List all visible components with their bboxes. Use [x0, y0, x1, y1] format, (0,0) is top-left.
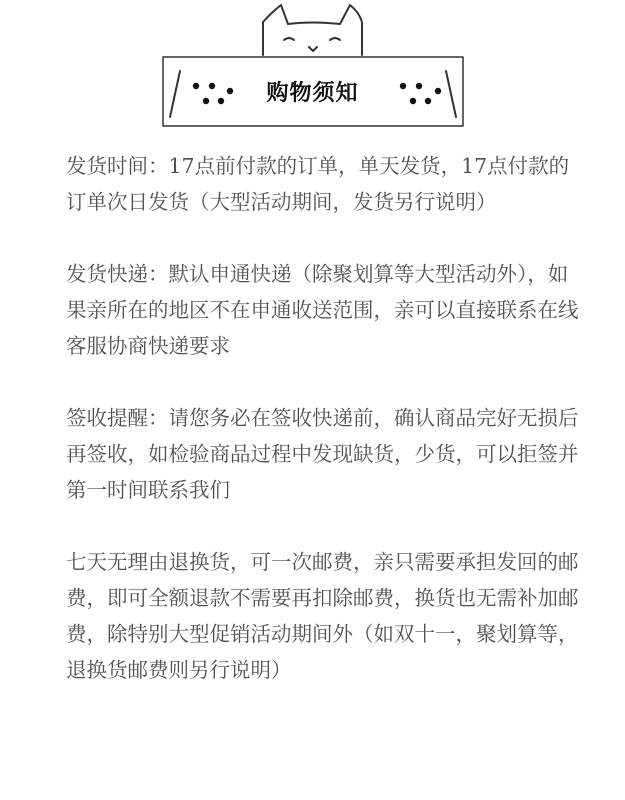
cat-ears-banner-icon	[0, 0, 625, 135]
notice-shipping-time: 发货时间：17点前付款的订单，单天发货，17点付款的订单次日发货（大型活动期间，发货另行说明）	[66, 154, 570, 214]
notice-list	[66, 148, 586, 724]
header-banner	[0, 0, 625, 135]
notice-signing: 签收提醒：请您务必在签收快递前，确认商品完好无损后再签收，如检验商品过程中发现缺货，少货，可以拒签并第一时间联系我们	[66, 406, 579, 502]
notice-return-policy: 七天无理由退换货，可一次邮费，亲只需要承担发回的邮费，即可全额退款不需要再扣除邮费，换货也无需补加邮费，除特别大型促销活动期间外（如双十一，聚划算等，退换货邮费则另行说明）	[66, 550, 579, 682]
page-title: 购物须知	[266, 81, 359, 106]
notice-courier: 发货快递：默认申通快递（除聚划算等大型活动外），如果亲所在的地区不在申通收送范围，亲可以直接联系在线客服协商快递要求	[66, 262, 579, 358]
